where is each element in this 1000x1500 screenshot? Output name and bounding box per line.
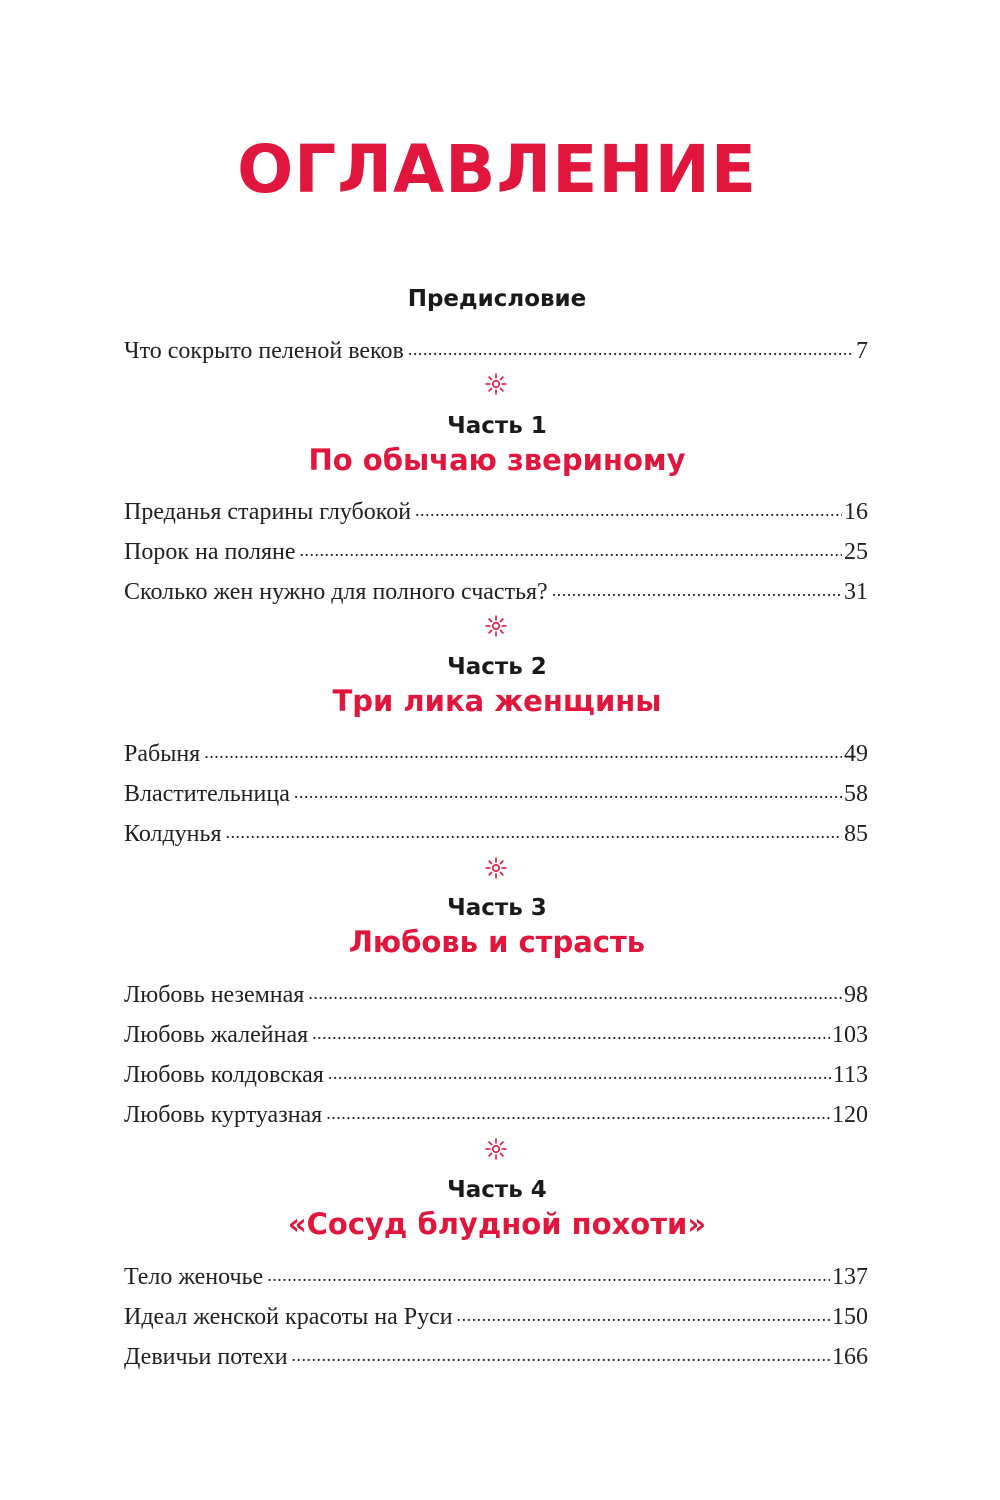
sun-ornament-icon — [484, 856, 508, 880]
toc-entry-page: 150 — [832, 1304, 868, 1330]
toc-entry-label: Любовь неземная — [124, 982, 305, 1008]
dot-leader — [457, 1290, 830, 1324]
dot-leader — [294, 767, 842, 801]
sun-ornament-icon — [484, 372, 508, 396]
toc-entry-page: 49 — [844, 741, 868, 767]
part-2-title: Три лика женщины — [332, 684, 662, 718]
toc-entry-page: 137 — [832, 1264, 868, 1290]
page-title: ОГЛАВЛЕНИЕ — [237, 131, 757, 208]
dot-leader — [312, 1008, 830, 1042]
dot-leader — [292, 1330, 830, 1364]
toc-entry[interactable] — [124, 1008, 868, 1048]
sun-ornament-icon — [484, 614, 508, 638]
toc-entry-page: 31 — [844, 579, 868, 605]
toc-entry-label: Любовь колдовская — [124, 1062, 324, 1088]
dot-leader — [326, 1088, 830, 1122]
toc-entry[interactable] — [124, 565, 868, 605]
toc-entry-label: Девичьи потехи — [124, 1344, 288, 1370]
dot-leader — [300, 525, 842, 559]
toc-entry-label: Рабыня — [124, 741, 201, 767]
toc-entry-label: Идеал женской красоты на Руси — [124, 1304, 453, 1330]
toc-entry[interactable] — [124, 727, 868, 767]
toc-entry[interactable] — [124, 1330, 868, 1370]
toc-entry[interactable] — [124, 1290, 868, 1330]
toc-entry-label: Порок на поляне — [124, 539, 296, 565]
toc-entry-page: 25 — [844, 539, 868, 565]
toc-entry[interactable] — [124, 968, 868, 1008]
dot-leader — [267, 1250, 830, 1284]
dot-leader — [328, 1048, 831, 1082]
sun-ornament-icon — [484, 1137, 508, 1161]
toc-entry-page: 16 — [844, 499, 868, 525]
dot-leader — [408, 324, 854, 358]
toc-entry-label: Сколько жен нужно для полного счастья? — [124, 579, 548, 605]
toc-entry-page: 166 — [832, 1344, 868, 1370]
dot-leader — [226, 807, 842, 841]
part-2-heading: Часть 2 — [447, 654, 547, 680]
toc-entry-label: Преданья старины глубокой — [124, 499, 412, 525]
toc-entry[interactable] — [124, 1088, 868, 1128]
toc-entry-page: 85 — [844, 821, 868, 847]
toc-entry-page: 58 — [844, 781, 868, 807]
preface-heading: Предисловие — [407, 286, 587, 312]
toc-entry-page: 120 — [832, 1102, 868, 1128]
toc-entry-label: Колдунья — [124, 821, 222, 847]
part-1-title: По обычаю звериному — [308, 443, 686, 477]
dot-leader — [308, 968, 842, 1002]
part-1-heading: Часть 1 — [447, 413, 547, 439]
part-4-heading: Часть 4 — [447, 1177, 547, 1203]
toc-entry-page: 113 — [832, 1062, 868, 1088]
part-4-title: «Сосуд блудной похоти» — [287, 1207, 707, 1241]
toc-entry[interactable] — [124, 485, 868, 525]
toc-entry-page: 7 — [856, 338, 868, 364]
part-3-title: Любовь и страсть — [348, 925, 646, 959]
toc-entry[interactable] — [124, 525, 868, 565]
toc-entry-page: 98 — [844, 982, 868, 1008]
toc-entry-label: Любовь жалейная — [124, 1022, 309, 1048]
toc-entry[interactable] — [124, 324, 868, 364]
toc-entry[interactable] — [124, 807, 868, 847]
toc-entry[interactable] — [124, 1048, 868, 1088]
toc-entry-label: Что сокрыто пеленой веков — [124, 338, 404, 364]
toc-entry[interactable] — [124, 1250, 868, 1290]
dot-leader — [204, 727, 842, 761]
toc-entry-label: Любовь куртуазная — [124, 1102, 323, 1128]
toc-entry-label: Властительница — [124, 781, 290, 807]
toc-entry-label: Тело женочье — [124, 1264, 264, 1290]
toc-entry-page: 103 — [832, 1022, 868, 1048]
part-3-heading: Часть 3 — [447, 895, 547, 921]
toc-entry[interactable] — [124, 767, 868, 807]
dot-leader — [552, 565, 842, 599]
dot-leader — [415, 485, 842, 519]
